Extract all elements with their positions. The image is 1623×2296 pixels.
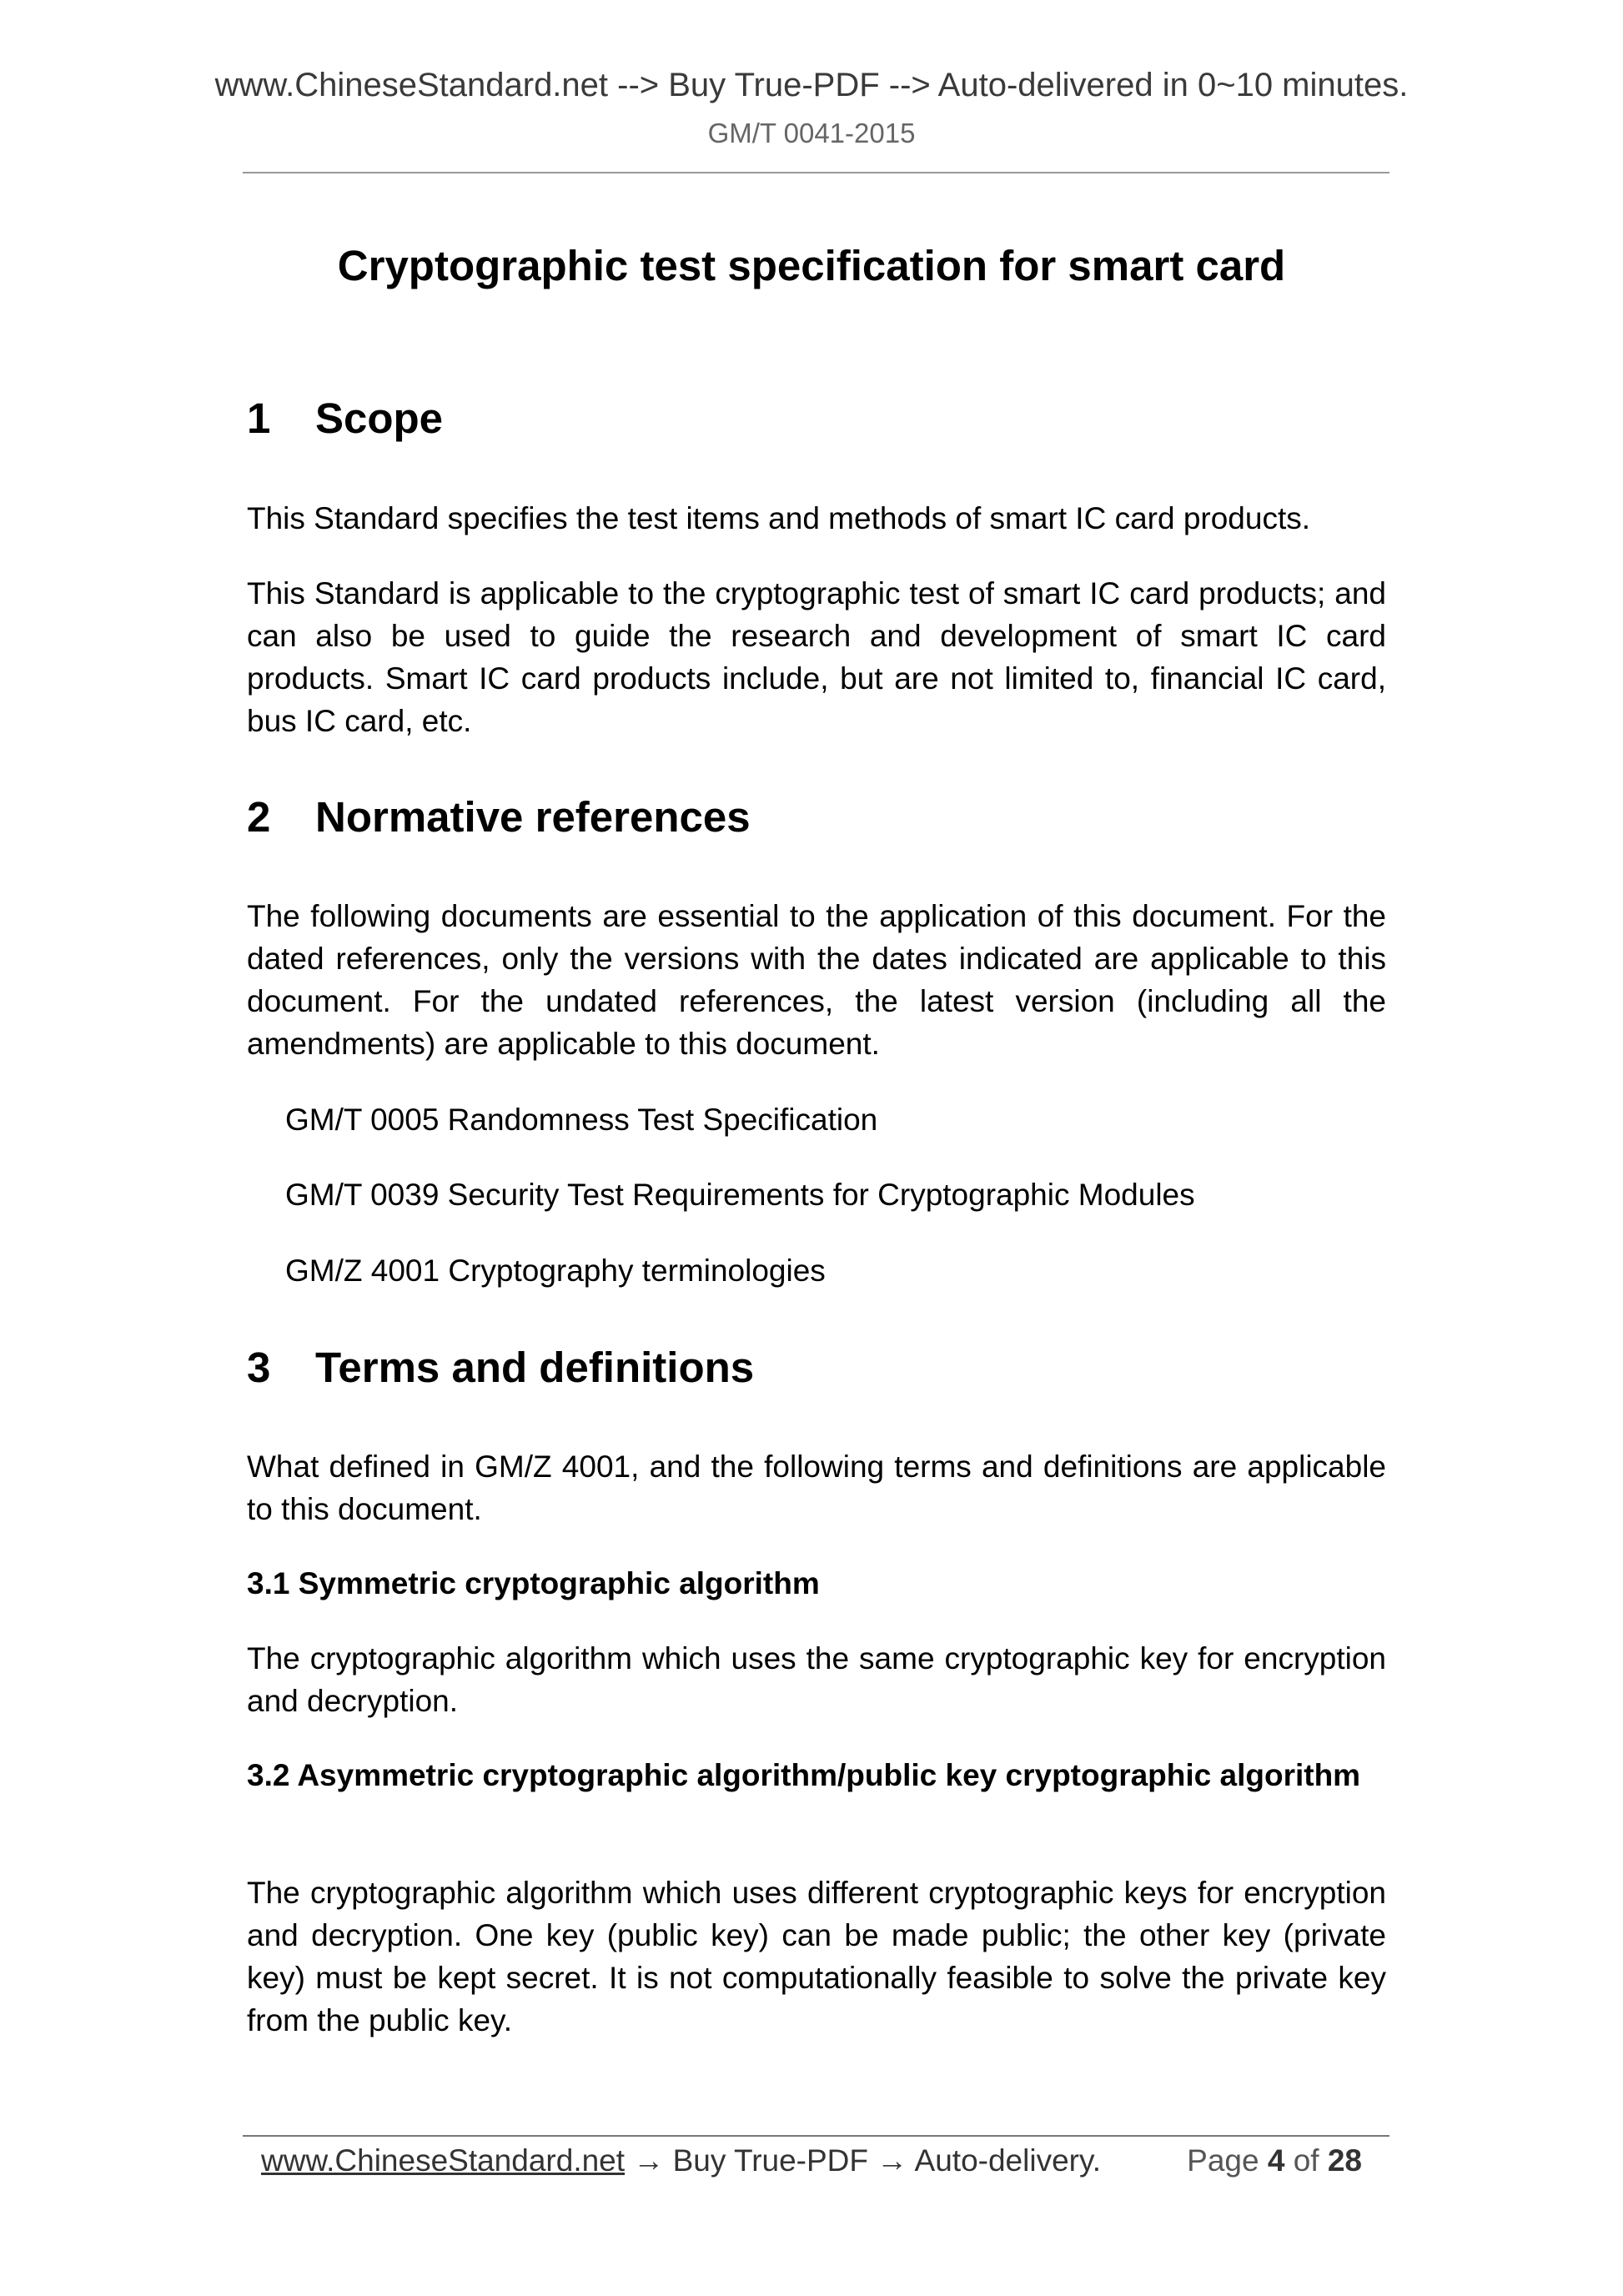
section-2-heading <box>247 792 751 842</box>
section-title: Scope <box>315 394 444 442</box>
page-number <box>1187 2140 1362 2182</box>
section-number: 2 <box>247 793 271 841</box>
footer-delivery-text: Auto-delivery. <box>914 2143 1102 2178</box>
reference-item: GM/T 0039 Security Test Requirements for Cryptographic Modules <box>285 1178 1195 1212</box>
footer-website-link[interactable]: www.ChineseStandard.net <box>261 2143 626 2178</box>
of-label: of <box>1293 2143 1319 2178</box>
scope-paragraph-2: This Standard is applicable to the cryptographic test of smart IC card products; and can also be used to guide the research and development of smart IC card products. Smart IC card products include, but are not limited to, financial IC card, bus IC card, etc. <box>247 576 1386 738</box>
section-number: 1 <box>247 394 271 442</box>
term-3-1-definition: The cryptographic algorithm which uses the same cryptographic key for encryption and decryption. <box>247 1641 1386 1718</box>
right-arrow-icon: → <box>877 2143 908 2178</box>
page-current: 4 <box>1267 2143 1285 2178</box>
term-3-2-heading: 3.2 Asymmetric cryptographic algorithm/public key cryptographic algorithm <box>247 1758 1361 1792</box>
section-1-heading <box>247 394 443 444</box>
terms-intro-paragraph: What defined in GM/Z 4001, and the following terms and definitions are applicable to this document. <box>247 1449 1386 1526</box>
reference-item: GM/T 0005 Randomness Test Specification <box>285 1103 878 1137</box>
header-divider <box>243 172 1389 173</box>
page-label: Page <box>1187 2143 1259 2178</box>
document-code: GM/T 0041-2015 <box>707 118 916 148</box>
section-number: 3 <box>247 1344 271 1391</box>
scope-paragraph-1: This Standard specifies the test items and methods of smart IC card products. <box>247 501 1311 535</box>
normative-references-paragraph: The following documents are essential to the application of this document. For the dated references, only the versions with the dates indicated are applicable to this document. For the undated references, the latest version (including all the amendments) are applicable to this document. <box>247 899 1386 1061</box>
section-title: Terms and definitions <box>315 1344 755 1391</box>
section-title: Normative references <box>315 793 751 841</box>
section-3-heading <box>247 1343 754 1393</box>
document-title: Cryptographic test specification for smart card <box>337 242 1286 289</box>
footer-divider <box>243 2135 1389 2137</box>
footer-buy-text: Buy True-PDF <box>672 2143 869 2178</box>
right-arrow-icon: → <box>633 2143 665 2178</box>
page-total: 28 <box>1327 2143 1362 2178</box>
header-banner: www.ChineseStandard.net --> Buy True-PDF --> Auto-delivered in 0~10 minutes. <box>214 67 1409 103</box>
term-3-2-definition: The cryptographic algorithm which uses different cryptographic keys for encryption and decryption. One key (public key) can be made public; the other key (private key) must be kept secret. It is not computationally feasible to solve the private key from the public key. <box>247 1876 1386 2037</box>
page-footer <box>261 2140 1362 2182</box>
reference-item: GM/Z 4001 Cryptography terminologies <box>285 1254 826 1288</box>
term-3-1-heading: 3.1 Symmetric cryptographic algorithm <box>247 1566 820 1600</box>
